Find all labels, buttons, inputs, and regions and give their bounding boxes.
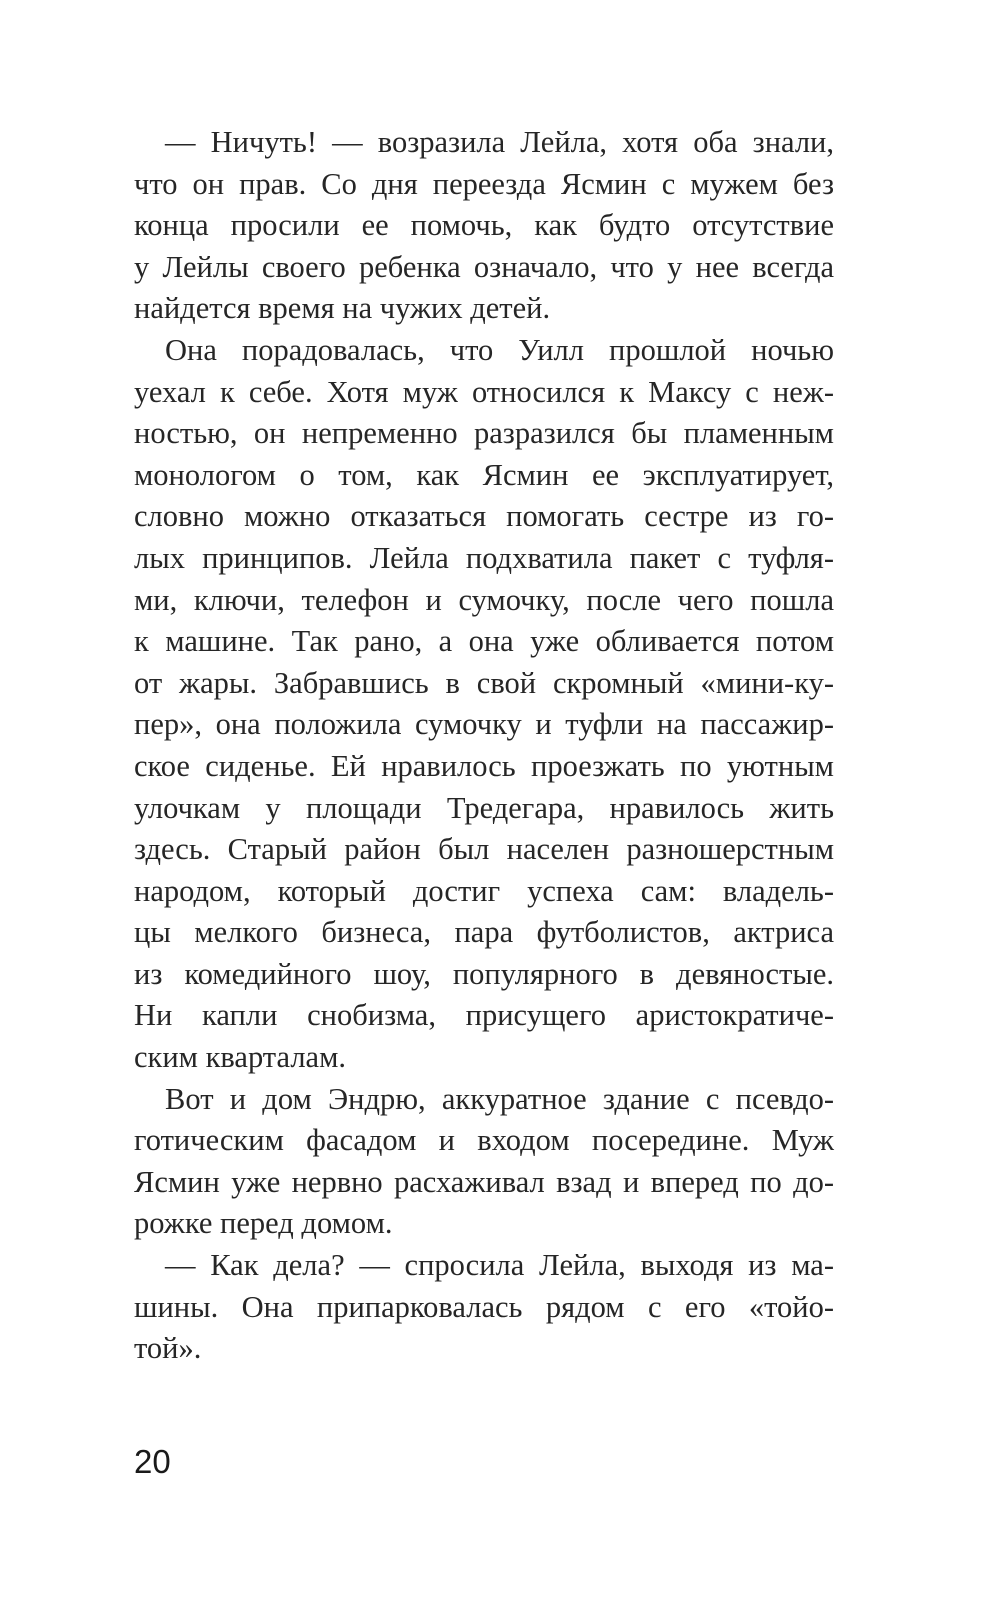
text-line: шины. Она припарковалась рядом с его «тойо- xyxy=(134,1289,834,1324)
text-line: от жары. Забравшись в свой скромный «мини-ку- xyxy=(134,665,834,700)
text-line: найдется время на чужих детей. xyxy=(134,291,551,326)
page-number: 20 xyxy=(134,1443,171,1480)
text-line: Ясмин уже нервно расхаживал взад и вперед по до- xyxy=(134,1164,834,1199)
text-line: народом, который достиг успеха сам: владель- xyxy=(134,873,834,908)
text-line: Ни капли снобизма, присущего аристократиче- xyxy=(134,998,834,1033)
text-line: — Ничуть! — возразила Лейла, хотя оба знали, xyxy=(165,125,834,159)
text-line: пер», она положила сумочку и туфли на пассажир- xyxy=(134,707,834,742)
text-line: ми, ключи, телефон и сумочку, после чего пошла xyxy=(134,582,834,617)
text-line: монологом о том, как Ясмин ее эксплуатирует, xyxy=(134,457,834,492)
text-line: здесь. Старый район был населен разношерстным xyxy=(134,832,834,867)
text-line: ским кварталам. xyxy=(134,1040,346,1075)
text-line: — Как дела? — спросила Лейла, выходя из ма- xyxy=(165,1248,834,1283)
text-line: рожке перед домом. xyxy=(134,1206,393,1241)
text-line: ностью, он непременно разразился бы пламенным xyxy=(134,416,834,451)
text-line: цы мелкого бизнеса, пара футболистов, актриса xyxy=(134,915,834,950)
text-line: той». xyxy=(134,1331,202,1366)
text-line: ское сиденье. Ей нравилось проезжать по уютным xyxy=(134,748,834,783)
text-line: у Лейлы своего ребенка означало, что у нее всегда xyxy=(134,249,834,284)
text-line: Она порадовалась, что Уилл прошлой ночью xyxy=(165,332,834,367)
text-line: уехал к себе. Хотя муж относился к Максу с неж- xyxy=(134,374,834,409)
text-line: лых принципов. Лейла подхватила пакет с туфля- xyxy=(134,540,834,575)
text-line: готическим фасадом и входом посередине. Муж xyxy=(134,1123,834,1158)
text-line: к машине. Так рано, а она уже обливается потом xyxy=(134,624,834,659)
body-text xyxy=(134,122,834,1370)
text-line: Вот и дом Эндрю, аккуратное здание с псевдо- xyxy=(165,1081,834,1116)
text-line: из комедийного шоу, популярного в девяностые. xyxy=(134,956,834,991)
text-line: конца просили ее помочь, как будто отсутствие xyxy=(134,208,834,243)
text-line: улочкам у площади Тредегара, нравилось жить xyxy=(134,790,834,825)
text-line: словно можно отказаться помогать сестре из го- xyxy=(134,499,834,534)
text-line: что он прав. Со дня переезда Ясмин с мужем без xyxy=(134,166,834,201)
